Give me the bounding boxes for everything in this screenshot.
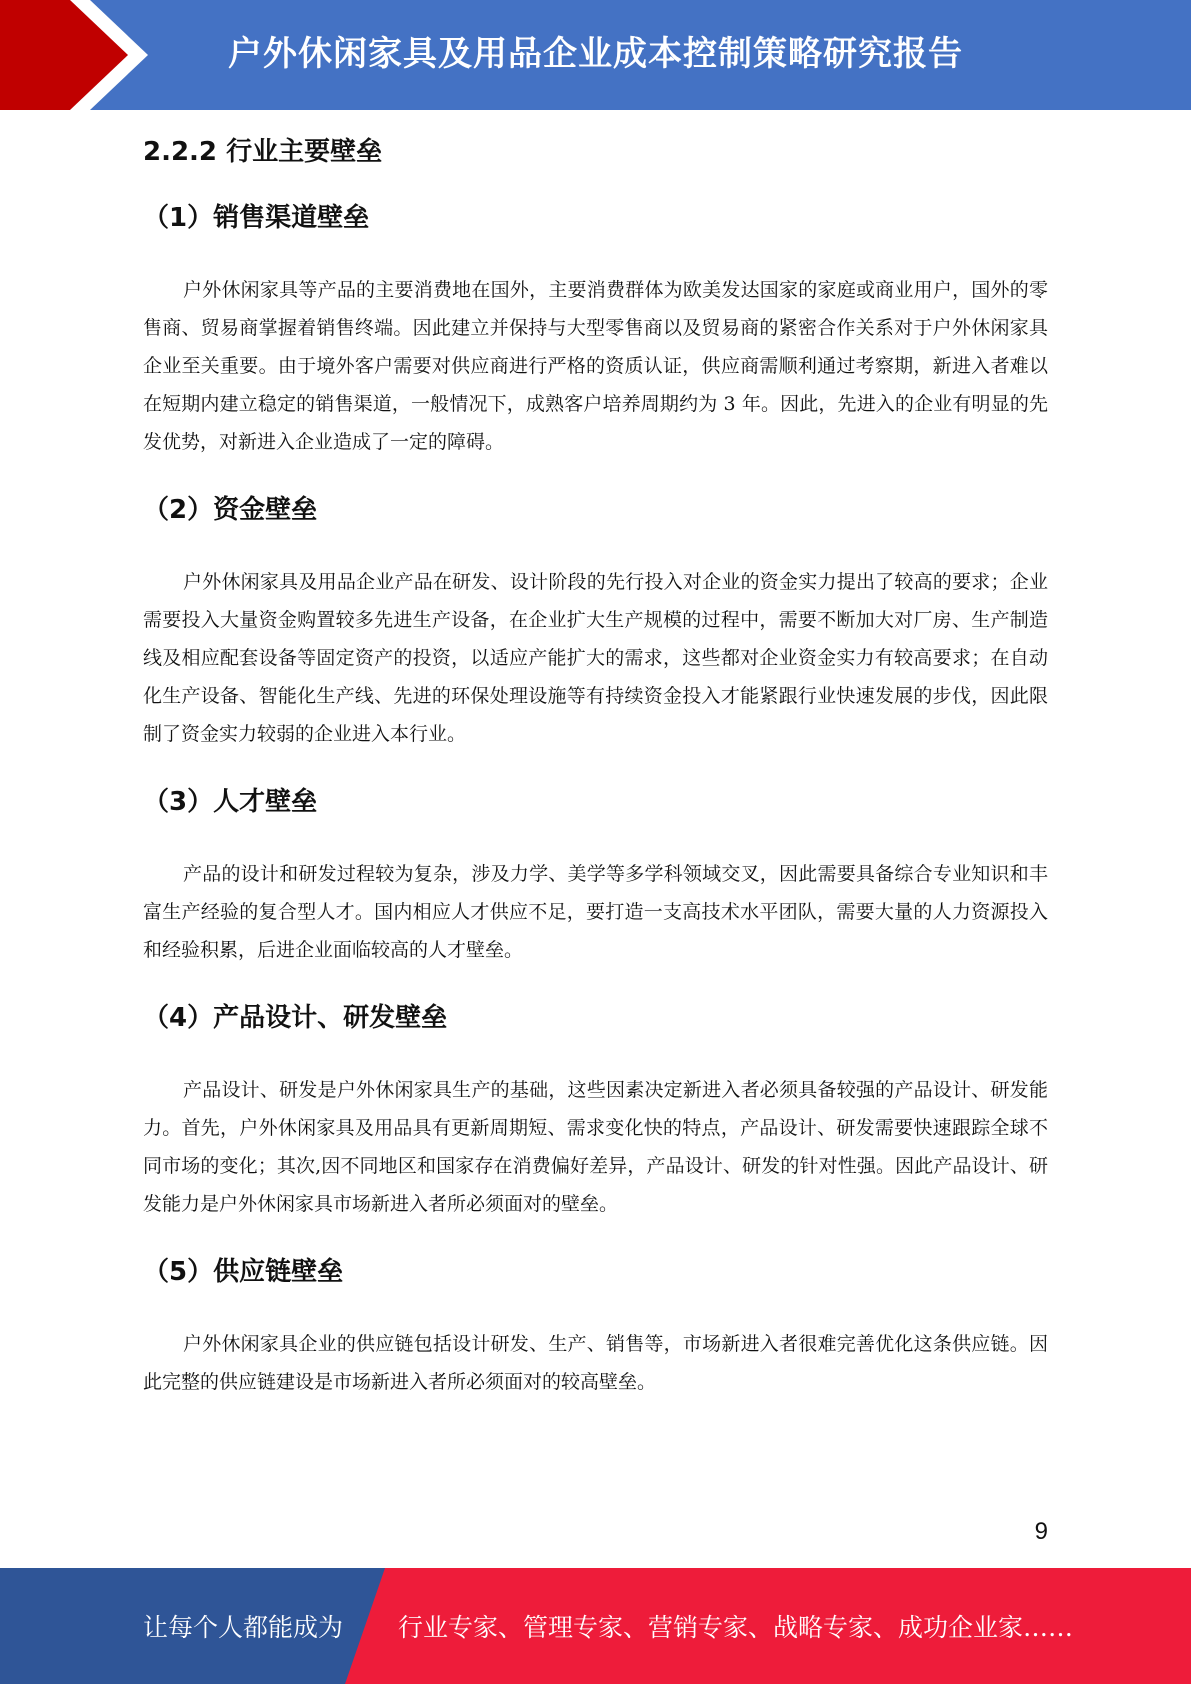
section-heading: 2.2.2 行业主要壁垒 xyxy=(143,137,383,167)
subsection-title-sales-channel: （1）销售渠道壁垒 xyxy=(143,203,370,233)
page-number: 9 xyxy=(1034,1518,1048,1545)
header-chevron-decoration xyxy=(0,0,160,110)
paragraph-capital: 户外休闲家具及用品企业产品在研发、设计阶段的先行投入对企业的资金实力提出了较高的要求；企业需要投入大量资金购置较多先进生产设备，在企业扩大生产规模的过程中，需要不断加大对厂房、生产制造线及相应配套设备等固定资产的投资，以适应产能扩大的需求，这些都对企业资金实力有较高要求；在自动化生产设备、智能化生产线、先进的环保处理设施等有持续资金投入才能紧跟行业快速发展的步伐，因此限制了资金实力较弱的企业进入本行业。 xyxy=(143,571,1048,745)
footer-slogan-left: 让每个人都能成为 xyxy=(143,1613,344,1642)
paragraph-talent: 产品的设计和研发过程较为复杂，涉及力学、美学等多学科领域交叉，因此需要具备综合专业知识和丰富生产经验的复合型人才。国内相应人才供应不足，要打造一支高技术水平团队，需要大量的人力资源投入和经验积累，后进企业面临较高的人才壁垒。 xyxy=(143,863,1048,961)
report-title: 户外休闲家具及用品企业成本控制策略研究报告 xyxy=(228,34,963,74)
subsection-title-product-design: （4）产品设计、研发壁垒 xyxy=(143,1003,448,1033)
subsection-title-supply-chain: （5）供应链壁垒 xyxy=(143,1257,344,1287)
paragraph-sales-channel: 户外休闲家具等产品的主要消费地在国外，主要消费群体为欧美发达国家的家庭或商业用户，国外的零售商、贸易商掌握着销售终端。因此建立并保持与大型零售商以及贸易商的紧密合作关系对于户外休闲家具企业至关重要。由于境外客户需要对供应商进行严格的资质认证，供应商需顺利通过考察期，新进入者难以在短期内建立稳定的销售渠道，一般情况下，成熟客户培养周期约为 3 年。因此，先进入的企业有明显的先发优势，对新进入企业造成了一定的障碍。 xyxy=(143,279,1048,453)
paragraph-product-design: 产品设计、研发是户外休闲家具生产的基础，这些因素决定新进入者必须具备较强的产品设计、研发能力。首先，户外休闲家具及用品具有更新周期短、需求变化快的特点，产品设计、研发需要快速跟踪全球不同市场的变化；其次,因不同地区和国家存在消费偏好差异，产品设计、研发的针对性强。因此产品设计、研发能力是户外休闲家具市场新进入者所必须面对的壁垒。 xyxy=(143,1079,1048,1215)
paragraph-supply-chain: 户外休闲家具企业的供应链包括设计研发、生产、销售等，市场新进入者很难完善优化这条供应链。因此完整的供应链建设是市场新进入者所必须面对的较高壁垒。 xyxy=(143,1333,1048,1393)
page-content xyxy=(143,125,1048,1401)
subsection-title-capital: （2）资金壁垒 xyxy=(143,495,318,525)
footer-slogan-right: 行业专家、管理专家、营销专家、战略专家、成功企业家…… xyxy=(398,1613,1074,1642)
report-footer xyxy=(0,1568,1191,1684)
report-header xyxy=(0,0,1191,110)
subsection-title-talent: （3）人才壁垒 xyxy=(143,787,318,817)
